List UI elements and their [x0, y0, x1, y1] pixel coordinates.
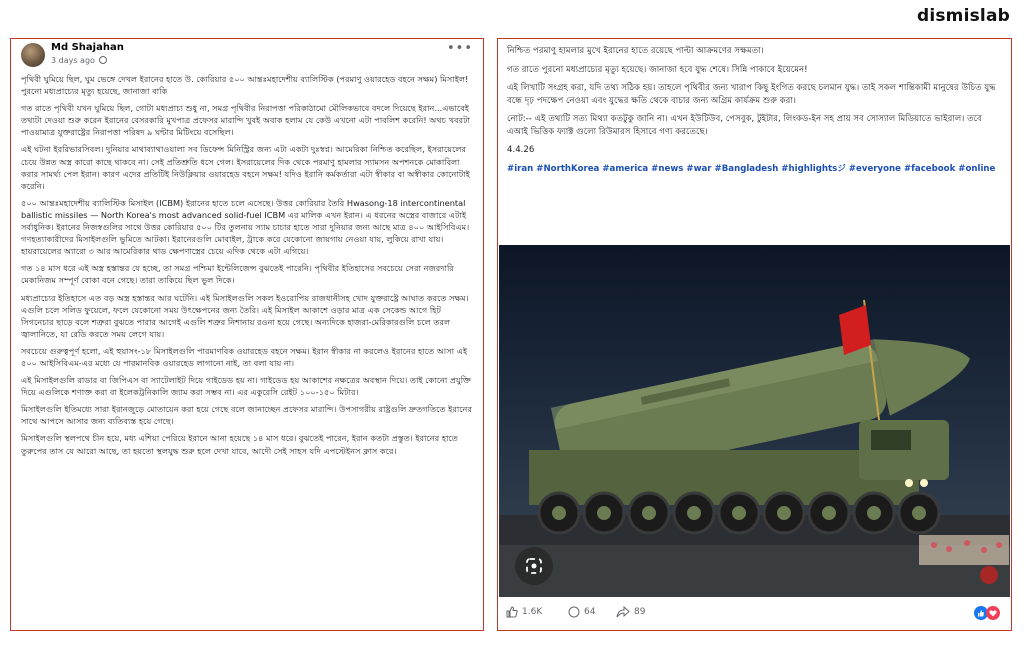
post-paragraph: এই ঘটনা ইররিভারসিবল। দুনিয়ার মাথাব্যাথাওয়ালা সব ডিফেন্স মিনিস্ট্রির জন্য এটা একটা দুঃস্বপ্ন। আমেরিকা নিশ্চিত করেছিল, ইসরায়েলের চেয়ে উন্নত অস্ত্র কারো কাছে থাকবে না। সেই প্রতিশ্রুতি ধসে গেল। ইসরায়েলের দিক থেকে পরমাণু হামলার স্যামসন অপশনকে মোকাবিলা করার সামর্থ্য পেল ইরান। কারণ এদের প্রতিটিই নিউক্লিয়ার ওয়ারহেড বহনে সক্ষম! যদিও ইরানি কর্মকর্তারা এটা স্বীকার বা অস্বীকার কোনোটাই করেনি।: [21, 144, 470, 191]
post-paragraph: মিসাইলগুলি ইতিমধ্যে সারা ইরানজুড়ে মোতায়েন করা হয়ে গেছে বলে জানাচ্ছেন প্রফেসর মারান্দি। উপসাগরীয় রাষ্ট্রগুলি দ্রুতগতিতে ইরানের সাথে আপসে আসার জন্য ব্যতিব্যস্ত হয়ে গেছে।: [21, 404, 472, 427]
brand-logo: dismislab: [916, 6, 1010, 26]
post-header: [11, 39, 483, 73]
missile-illustration: [499, 245, 1010, 597]
post-paragraph: নোট:-- এই তথ্যটি সত্য মিথ্যা কতটুকু জানি না। এখন ইউটিউব, পেসবুক, টুইটার, লিংকড-ইন সহ প্রায় সব সোস্যাল মিডিয়াতে ভাইরাল। তবে এআই ভিত্তিক ফ্যাক্ট গুলো রিউমারস হিসাবে গণ্য করতেছে।: [507, 114, 982, 137]
post-paragraph: গত রাতে পৃথিবী যখন ঘুমিয়ে ছিল, গোটা মধ্যপ্রাচ্য শুধু না, সমগ্র পৃথিবীর নিরাপত্তা পরিকাঠামো মৌলিকভাবে বদলে দিয়েছে ইরান...এভাবেই তথ্যটা দেওয়া শুরু করেন ইরানের বেসরকারি মুখপাত্র প্রফেসর মারান্দি খুবই অবাক হলাম যে কেউ এখনো এটা পাবলিশ করেনি! অথচ খবরটা পাওয়ামাত্র যুক্তরাষ্ট্রের নিরাপত্তা পরিষদ ৯ ঘন্টার মিটিংয়ে বসেছিল।: [21, 103, 470, 138]
comment-icon[interactable]: [568, 606, 580, 618]
like-count[interactable]: 1.6K: [522, 607, 543, 617]
reaction-bar: [498, 599, 1011, 629]
post-text: [507, 45, 1003, 181]
lens-search-icon[interactable]: [515, 547, 553, 585]
post-paragraph: এই লিখাটি সংগ্রহ করা, যদি তথ্য সঠিক হয়। তাহলে পৃথিবীর জন্য খারাপ কিছু ইংগিত করছে চলমান যুদ্ধ। তাই সকল শান্তিকামী মানুষের উচিত যুদ্ধ বন্ধে দৃঢ় পদক্ষেপ নেওয়া এবং যুদ্ধের ক্ষতি থেকে বাচার জন্য অগ্রিম কার্যক্রম শুরু করা।: [507, 83, 996, 106]
like-icon[interactable]: [506, 606, 518, 618]
post-paragraph: সবচেয়ে গুরুত্বপূর্ণ হলো, এই হুয়াসং-১৮ মিসাইলগুলি পারমাণবিক ওয়ারহেড বহনে সক্ষম। ইরান স্বীকার না করলেও ইরানের হাতে আসা এই ৫০০ আইসিবিএম-এর মধ্যে যে পারমানবিক ওয়ারহেড লাগানো নাই, তা বলা যায় না।: [21, 345, 468, 368]
post-paragraph: গত রাতে পুরনো মধ্যপ্রাচ্যের মৃত্যু হয়েছে। জানাজা হবে যুদ্ধ শেষে। সিন্নি পাকাবে ইয়েমেন!: [507, 64, 808, 75]
post-paragraph: পৃথিবী ঘুমিয়ে ছিল, ঘুম ভেঙ্গে দেখল ইরানের হাতে উ. কোরিয়ার ৫০০ আন্তঃমহাদেশীয় ব্যালিস্টিক (পরমাণু ওয়ারহেড বহনে সক্ষম) মিসাইল! পুরনো মধ্যপ্রাচ্যের মৃত্যু হয়েছে, জানাজা বাকি: [21, 74, 469, 97]
post-body: [21, 73, 475, 462]
right-facebook-post: [497, 38, 1012, 631]
post-paragraph: গত ১৪ মাস ধরে এই অস্ত্র হস্তান্তর যে হচ্ছে, তা সমগ্র পশ্চিমা ইন্টেলিজেন্স বুঝতেই পারেনি। পৃথিবীর ইতিহাসের সবচেয়ে সেরা নজরদারি মেকানিজম সম্পূর্ণ বোকা বনে গেছে। তারা তাকিয়ে ছিল ভুল দিকে।: [21, 263, 454, 286]
post-date: 4.4.26: [507, 145, 535, 155]
left-facebook-post: [10, 38, 484, 631]
author-name[interactable]: Md Shajahan: [51, 42, 124, 53]
more-options-icon[interactable]: •••: [446, 41, 473, 56]
post-time-label: 3 days ago: [51, 56, 95, 65]
share-count[interactable]: 89: [634, 607, 646, 617]
post-paragraph: নিশ্চিত পরমাণু হামলার মুখে ইরানের হাতে রয়েছে পাল্টা আক্রমণের সক্ষমতা।: [507, 46, 764, 56]
avatar[interactable]: [21, 43, 45, 67]
hashtags-link[interactable]: #iran #NorthKorea #america #news #war #Bangladesh #highlightsジ #everyone #facebook #online: [507, 163, 996, 174]
missile-photo[interactable]: [499, 245, 1010, 597]
globe-icon: [99, 56, 107, 64]
post-paragraph: এই মিসাইলগুলি রাডার বা জিপিএস বা স্যাটেলাইট দিয়ে গাইডেড হয় না। গাইডেড হয় আকাশের নক্ষত্রের অবস্থান দিয়ে। তাই কোনো প্রযুক্তি দিয়ে এগুলিকে শণাক্ত করা বা ইলেকট্রনিকালি জ্যাম করা সম্ভব না। এর একুরেসি রেইট ১০০-১৫০ মিটার।: [21, 375, 472, 398]
share-icon[interactable]: [616, 606, 630, 618]
comment-count[interactable]: 64: [584, 607, 596, 617]
post-time[interactable]: [51, 56, 107, 65]
post-paragraph: মধ্যপ্রাচ্যের ইতিহাসে এত বড় অস্ত্র হস্তান্তর আর ঘটেনি। এই মিসাইলগুলি সকল ইওরোপিয় রাজধানীসহ খোদ যুক্তরাষ্ট্রে আঘাত করতে সক্ষম। এগুলি চলে সলিড ফুয়েলে, ফলে যেকোনো সময় উৎক্ষেপনের জন্য তৈরি। এই মিসাইল আকাশে ওড়ার মাত্র এক সেকেন্ড আগে হিট সিগনেচার ছাড়ে বলে শত্রুরা বুঝতে পারার আগেই এগুলি শত্রুর নিশানায় রওনা হয়ে গেছে। অন্যদিকে হাজরা-মেরিকারগুলি চলে তরল জ্বালানিতে, যা রেডি করতে সময় লেগে যায়।: [21, 292, 469, 339]
reaction-emoji-icon[interactable]: [973, 605, 1003, 621]
post-paragraph: মিসাইলগুলি স্থলপথে চীন হয়ে, মধ্য এশিয়া পেরিয়ে ইরানে আনা হয়েছে ১৪ মাস ধরে। বুঝতেই পারেন, ইরান কতটা প্রস্তুত। ইরানের হাতে তুরুপের তাস যে আরো আছে, তা হয়তো স্থলযুদ্ধ শুরু হলে দেখা যাবে, আদৌ সেই সাহস যদি এপস্টেইনস ক্লাস করে।: [21, 433, 458, 456]
post-paragraph: ৫০০ আন্তঃমহাদেশীয় ব্যালিস্টিক মিসাইল (ICBM) ইরানের হাতে চলে এসেছে। উত্তর কোরিয়ার তৈরি Hwasong-18 intercontinental ballistic missiles — North Korea's most advanced solid-fuel ICBM এর মালিক এখন ইরান। এ ধরনের অস্ত্রের বাজারে এটাই সর্বাধুনিক। ইরানের নিজস্বগুলির সাথে উত্তর কোরিয়ার ৫০০ টির তুলনায় স্যাম চাচার হাতে সারা দুনিয়ার জন্য আছে মাত্র ৪০০ আইসিবিএম। গণহত্যাকারীদের মিসাইলগুলি ভুমিতে আটকা। ইরানেরগুলি মোবাইল, ট্রাকে করে যেকোনো জায়গায় নেওয়া যায়, লুকিয়ে রাখা যায়। হায়রায়েলের অ্যারো ৩ আর আমেরিকার থাড ক্ষেপণাস্ত্রের চেয়ে এদিক থেকে এটা এগিয়ে।: [21, 197, 470, 257]
